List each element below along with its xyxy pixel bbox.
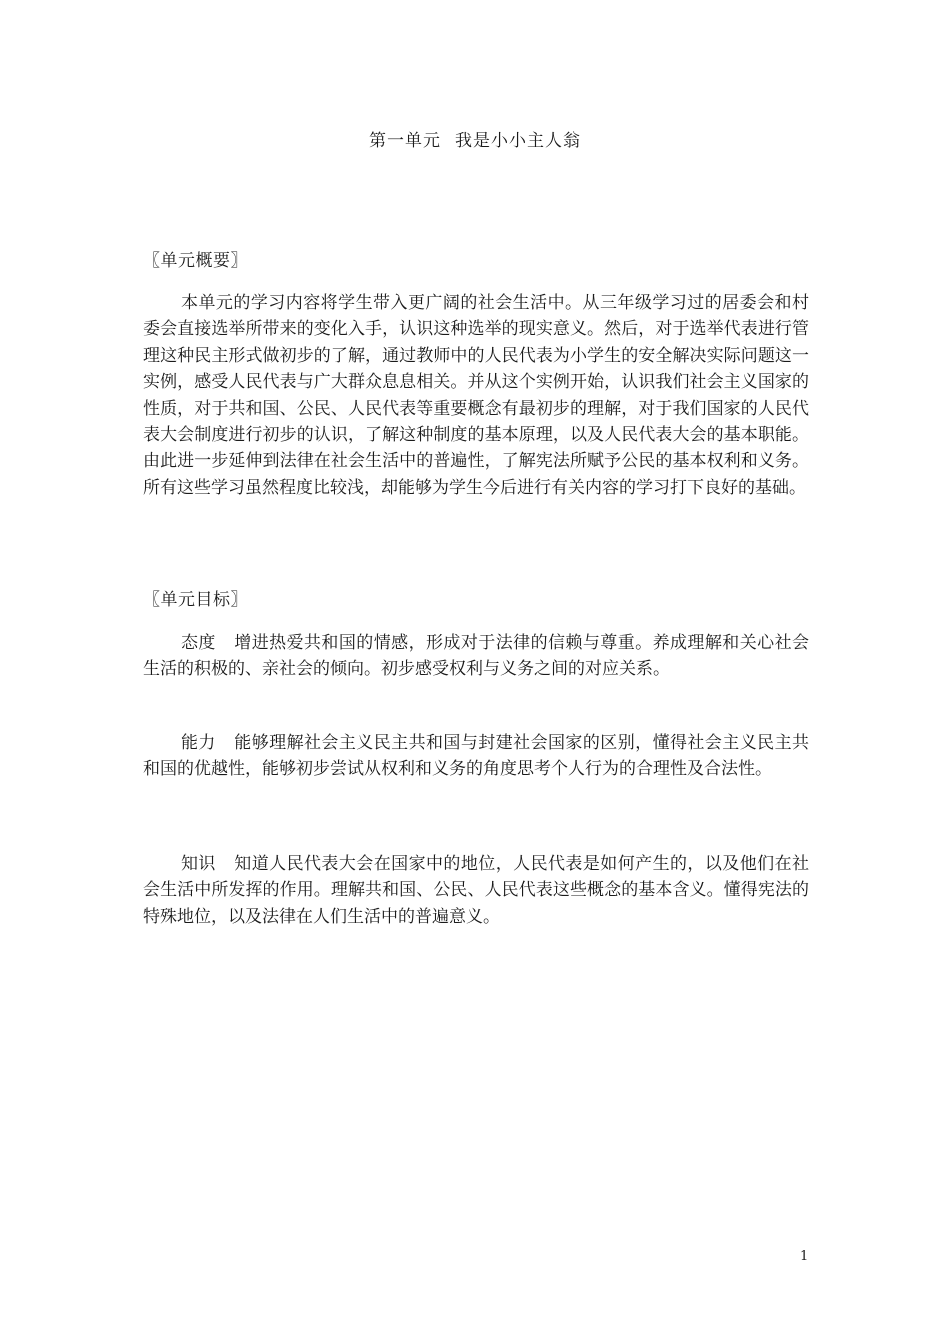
goal-knowledge-text: 知道人民代表大会在国家中的地位，人民代表是如何产生的，以及他们在社会生活中所发挥的作用。理解共和国、公民、人民代表这些概念的基本含义。懂得宪法的特殊地位，以及法律在人们生活中的普遍意义。 xyxy=(143,854,810,927)
page-title xyxy=(0,126,950,151)
overview-paragraph: 本单元的学习内容将学生带入更广阔的社会生活中。从三年级学习过的居委会和村委会直接选举所带来的变化入手，认识这种选举的现实意义。然后，对于选举代表进行管理这种民主形式做初步的了解，通过教师中的人民代表为小学生的安全解决实际问题这一实例，感受人民代表与广大群众息息相关。并从这个实例开始，认识我们社会主义国家的性质，对于共和国、公民、人民代表等重要概念有最初步的理解，对于我们国家的人民代表大会制度进行初步的认识，了解这种制度的基本原理，以及人民代表大会的基本职能。由此进一步延伸到法律在社会生活中的普遍性，了解宪法所赋予公民的基本权利和义务。所有这些学习虽然程度比较浅，却能够为学生今后进行有关内容的学习打下良好的基础。 xyxy=(143,293,809,498)
goal-ability-label: 能力 xyxy=(181,733,216,753)
goal-knowledge-label: 知识 xyxy=(181,854,216,874)
goal-ability-text: 能够理解社会主义民主共和国与封建社会国家的区别，懂得社会主义民主共和国的优越性，能够初步尝试从权利和义务的角度思考个人行为的合理性及合法性。 xyxy=(143,733,810,780)
goal-attitude xyxy=(143,630,809,683)
goal-attitude-label: 态度 xyxy=(181,633,216,653)
unit-name: 我是小小主人翁 xyxy=(455,131,581,151)
unit-number: 第一单元 xyxy=(369,131,441,151)
page-number: 1 xyxy=(800,1249,809,1264)
goal-knowledge xyxy=(143,851,809,930)
overview-heading: 〖单元概要〗 xyxy=(143,251,248,271)
goal-ability xyxy=(143,730,809,783)
goals-heading: 〖单元目标〗 xyxy=(143,590,248,610)
goal-attitude-text: 增进热爱共和国的情感，形成对于法律的信赖与尊重。养成理解和关心社会生活的积极的、亲社会的倾向。初步感受权利与义务之间的对应关系。 xyxy=(143,633,810,680)
